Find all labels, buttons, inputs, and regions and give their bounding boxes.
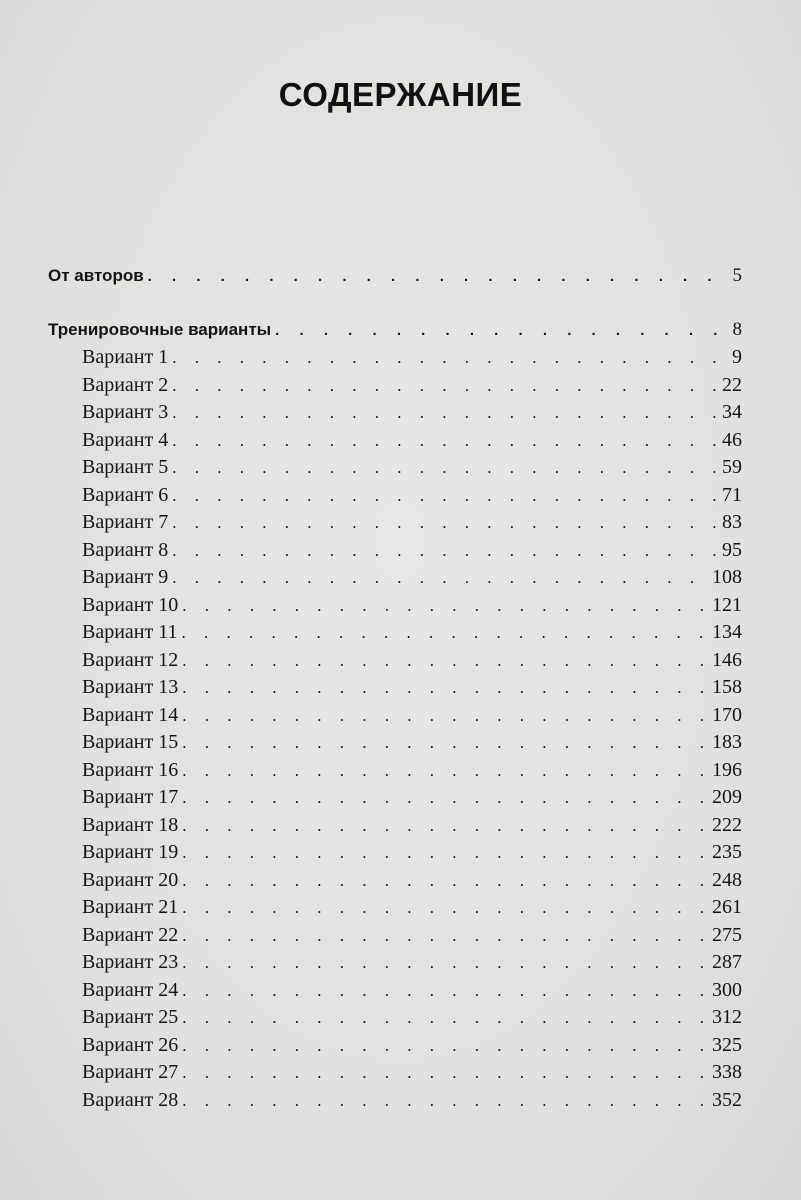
toc-entry-label: Вариант 23 <box>82 951 179 973</box>
toc-page-number: 222 <box>712 813 742 836</box>
toc-entry <box>48 621 742 649</box>
toc-page-number: 83 <box>722 511 742 533</box>
toc-entry-label: Вариант 10 <box>82 593 179 616</box>
dot-leader <box>172 568 710 588</box>
toc-entry <box>48 841 742 869</box>
toc-entry <box>48 374 742 402</box>
toc-entry <box>48 1061 742 1089</box>
dot-leader <box>182 733 710 753</box>
toc-page-number: 325 <box>712 1033 742 1056</box>
toc-entry <box>48 429 742 457</box>
toc-entry <box>48 676 742 704</box>
dot-leader <box>182 788 710 808</box>
table-of-contents <box>48 265 742 1116</box>
toc-entry <box>48 401 742 429</box>
toc-entry-label: Вариант 16 <box>82 758 179 781</box>
toc-entry <box>48 539 742 567</box>
dot-leader <box>182 1091 710 1111</box>
toc-section-authors <box>48 265 742 293</box>
dot-leader <box>172 458 720 478</box>
toc-page-number: 121 <box>712 593 742 616</box>
dot-leader <box>182 1036 710 1056</box>
toc-page-number: 261 <box>712 896 742 918</box>
toc-entry-label: Вариант 12 <box>82 648 179 671</box>
dot-leader <box>172 403 720 423</box>
toc-entry <box>48 1034 742 1062</box>
dot-leader <box>182 678 710 698</box>
toc-section-label: От авторов <box>48 266 144 285</box>
dot-leader <box>182 1008 710 1028</box>
dot-leader <box>172 486 720 506</box>
toc-page-number: 235 <box>712 841 742 863</box>
toc-page-number: 183 <box>712 731 742 753</box>
toc-entry-label: Вариант 20 <box>82 868 179 891</box>
toc-entry-label: Вариант 22 <box>82 923 179 946</box>
dot-leader <box>182 1063 710 1083</box>
toc-entry <box>48 511 742 539</box>
toc-entry <box>48 951 742 979</box>
toc-section-training <box>48 319 742 347</box>
toc-entry-label: Вариант 5 <box>82 456 169 478</box>
toc-page-number: 275 <box>712 923 742 946</box>
toc-page-number: 170 <box>712 703 742 726</box>
toc-entry-label: Вариант 17 <box>82 786 179 808</box>
toc-page-number: 134 <box>712 621 742 643</box>
toc-entry-label: Вариант 15 <box>82 731 179 753</box>
toc-page-number: 9 <box>732 346 742 368</box>
toc-entry <box>48 869 742 897</box>
toc-page-number: 108 <box>712 566 742 588</box>
toc-entry <box>48 1006 742 1034</box>
toc-page-number: 248 <box>712 868 742 891</box>
page-title: СОДЕРЖАНИЕ <box>278 76 523 113</box>
toc-entry <box>48 484 742 512</box>
toc-entry <box>48 346 742 374</box>
toc-page-number: 22 <box>722 373 742 396</box>
toc-page-number: 312 <box>712 1006 742 1028</box>
toc-page-number: 300 <box>712 978 742 1001</box>
dot-leader <box>172 376 720 396</box>
toc-entry-label: Вариант 18 <box>82 813 179 836</box>
toc-entry-label: Вариант 14 <box>82 703 179 726</box>
toc-entry-label: Вариант 26 <box>82 1033 179 1056</box>
toc-entry-label: Вариант 3 <box>82 401 169 423</box>
toc-entry-label: Вариант 24 <box>82 978 179 1001</box>
toc-entry-label: Вариант 27 <box>82 1061 179 1083</box>
toc-entry-label: Вариант 19 <box>82 841 179 863</box>
dot-leader <box>172 513 720 533</box>
toc-entry <box>48 649 742 677</box>
toc-entry <box>48 786 742 814</box>
toc-page-number: 146 <box>712 648 742 671</box>
toc-page-number: 71 <box>722 483 742 506</box>
dot-leader <box>182 871 710 891</box>
toc-page-number: 8 <box>732 318 742 340</box>
dot-leader <box>182 926 710 946</box>
toc-entry-label: Вариант 6 <box>82 483 169 506</box>
dot-leader <box>182 596 710 616</box>
toc-entry <box>48 896 742 924</box>
dot-leader <box>182 981 710 1001</box>
dot-leader <box>182 953 710 973</box>
toc-section-label: Тренировочные варианты <box>48 319 272 339</box>
dot-leader <box>182 761 710 781</box>
toc-page-number: 352 <box>712 1088 742 1111</box>
dot-leader <box>182 843 710 863</box>
dot-leader <box>182 816 710 836</box>
dot-leader <box>172 348 730 368</box>
toc-entry-label: Вариант 25 <box>82 1006 179 1028</box>
toc-page-number: 338 <box>712 1061 742 1083</box>
toc-page-number: 59 <box>722 456 742 478</box>
toc-entry <box>48 704 742 732</box>
dot-leader <box>182 651 710 671</box>
toc-entry <box>48 1089 742 1117</box>
toc-entry-label: Вариант 13 <box>82 676 179 698</box>
toc-page-number: 196 <box>712 758 742 781</box>
toc-entry <box>48 731 742 759</box>
dot-leader <box>182 623 711 643</box>
dot-leader <box>148 268 731 285</box>
toc-entry <box>48 456 742 484</box>
toc-entry-label: Вариант 9 <box>82 566 169 588</box>
toc-entry-label: Вариант 7 <box>82 511 169 533</box>
dot-leader <box>182 898 710 918</box>
toc-entry-label: Вариант 2 <box>82 373 169 396</box>
toc-entry <box>48 594 742 622</box>
toc-page-number: 95 <box>722 538 742 561</box>
toc-entry <box>48 924 742 952</box>
dot-leader <box>182 706 710 726</box>
toc-page-number: 287 <box>712 951 742 973</box>
toc-entry-label: Вариант 28 <box>82 1088 179 1111</box>
dot-leader <box>275 322 730 339</box>
toc-page-number: 46 <box>722 428 742 451</box>
toc-entry-label: Вариант 21 <box>82 896 179 918</box>
toc-entry <box>48 979 742 1007</box>
toc-entry-label: Вариант 1 <box>82 346 169 368</box>
toc-entry <box>48 814 742 842</box>
toc-page-number: 209 <box>712 786 742 808</box>
toc-page-number: 158 <box>712 676 742 698</box>
toc-entry-label: Вариант 8 <box>82 538 169 561</box>
toc-entry <box>48 759 742 787</box>
dot-leader <box>172 431 720 451</box>
toc-page-number: 5 <box>732 265 742 286</box>
toc-entry <box>48 566 742 594</box>
toc-entry-label: Вариант 4 <box>82 428 169 451</box>
dot-leader <box>172 541 720 561</box>
toc-entry-list <box>48 346 742 1116</box>
toc-page-number: 34 <box>722 401 742 423</box>
toc-entry-label: Вариант 11 <box>82 621 178 643</box>
